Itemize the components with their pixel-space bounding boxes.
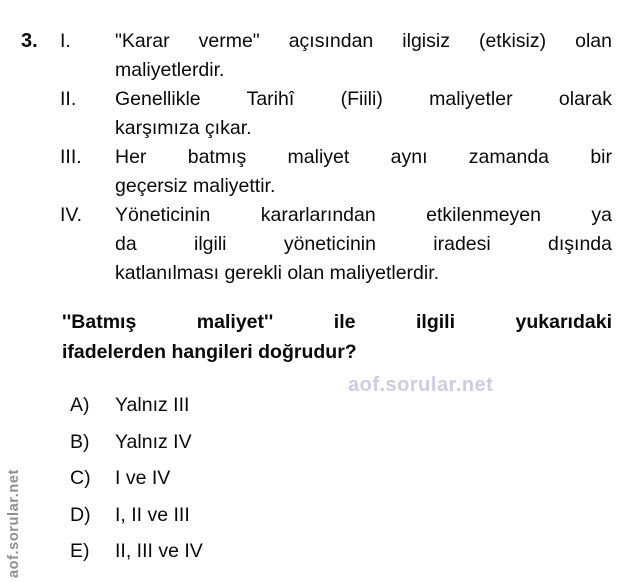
option-letter: B)	[70, 430, 90, 453]
option-letter: D)	[70, 503, 91, 526]
statement-text	[115, 143, 612, 201]
question-stem	[62, 308, 612, 367]
question-number: 3.	[21, 30, 38, 52]
question-stem-line: ifadelerden hangileri doğrudur?	[62, 340, 357, 363]
answer-option-d	[70, 501, 203, 530]
statement-text	[115, 27, 612, 85]
option-text: II, III ve IV	[115, 540, 203, 562]
option-text: I, II ve III	[115, 503, 190, 526]
statement-line: Her batmış maliyet aynı zamanda bir	[115, 146, 612, 168]
statement-item-3	[60, 143, 612, 201]
answer-option-c	[70, 464, 203, 493]
answer-option-b	[70, 428, 203, 457]
statement-line: karşımıza çıkar.	[115, 117, 252, 139]
statement-numeral: I.	[60, 30, 71, 52]
option-text: Yalnız IV	[115, 430, 192, 453]
statement-numeral: II.	[60, 88, 77, 110]
statements-list	[60, 27, 612, 288]
answer-option-a	[70, 391, 203, 420]
question-stem-line: ''Batmış maliyet'' ile ilgili yukarıdaki	[62, 311, 612, 333]
statement-line: katlanılması gerekli olan maliyetlerdir.	[115, 262, 440, 284]
statement-numeral: IV.	[60, 204, 83, 226]
answer-options-list	[70, 391, 203, 566]
statement-text	[115, 85, 612, 143]
option-letter: C)	[70, 467, 91, 489]
watermark-center: aof.sorular.net	[348, 374, 494, 396]
statement-item-1	[60, 27, 612, 85]
statement-line: geçersiz maliyettir.	[115, 175, 276, 197]
statement-text	[115, 201, 612, 288]
answer-option-e	[70, 537, 203, 566]
option-text: I ve IV	[115, 467, 171, 489]
option-letter: A)	[70, 394, 90, 416]
statement-line: Yöneticinin kararlarından etkilenmeyen ya	[115, 204, 612, 226]
statement-line: maliyetlerdir.	[115, 59, 225, 81]
statement-item-4	[60, 201, 612, 288]
statement-numeral: III.	[60, 146, 82, 168]
statement-line: da ilgili yöneticinin iradesi dışında	[115, 233, 612, 255]
statement-line: "Karar verme" açısından ilgisiz (etkisiz) olan	[115, 30, 612, 52]
option-text: Yalnız III	[115, 394, 190, 416]
statement-line: Genellikle Tarihî (Fiili) maliyetler olarak	[115, 88, 612, 110]
option-letter: E)	[70, 540, 90, 562]
watermark-left-vertical: aof.sorular.net	[6, 469, 22, 578]
statement-item-2	[60, 85, 612, 143]
